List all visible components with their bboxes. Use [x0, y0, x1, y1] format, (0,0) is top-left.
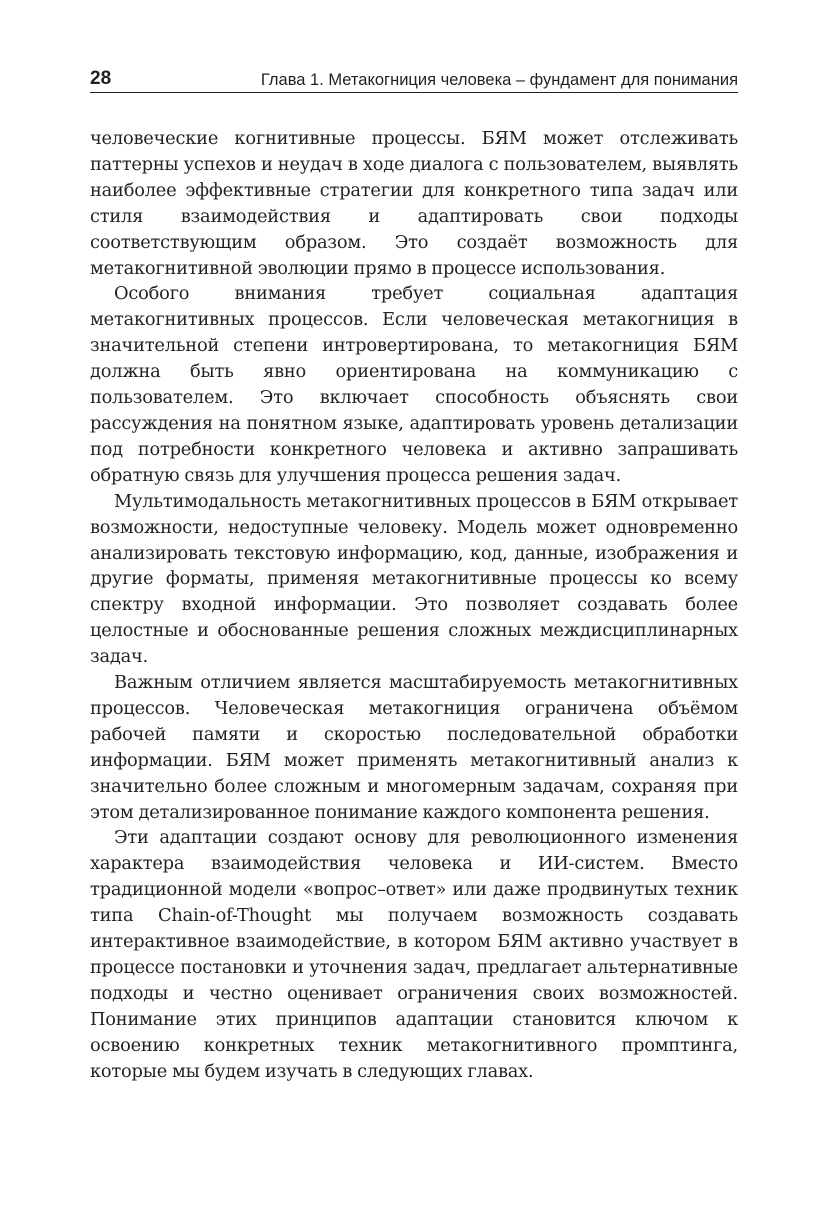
body-text: [90, 126, 738, 1085]
paragraph-social-adaptation: Особого внимания требует социальная адаптация метакогнитивных процессов. Если человеческая метакогниция в значительной степени интровертирована, то метакогниция БЯМ должна быть явно ориентирована на коммуникацию с пользователем. Это включает способность объяснять свои рассуждения на понятном языке, адаптировать уровень детализации под потребности конкретного человека и активно запрашивать обратную связь для улучшения процесса решения задач.: [90, 283, 738, 486]
paragraph-multimodality: Мультимодальность метакогнитивных процессов в БЯМ открывает возможности, недоступные человеку. Модель может одновременно анализировать текстовую информацию, код, данные, изображения и другие форматы, применяя метакогнитивные процессы ко всему спектру входной информации. Это позволяет создавать более целостные и обоснованные решения сложных междисциплинарных задач.: [90, 490, 738, 668]
chapter-title: Глава 1. Метакогниция человека – фундамент для понимания: [260, 71, 738, 89]
paragraph-scalability: Важным отличием является масштабируемость метакогнитивных процессов. Человеческая метакогниция ограничена объёмом рабочей памяти и скоростью последовательной обработки информации. БЯМ может применять метакогнитивный анализ к значительно более сложным и многомерным задачам, сохраняя при этом детализированное понимание каждого компонента решения.: [90, 672, 738, 823]
paragraph-continued: человеческие когнитивные процессы. БЯМ может отслеживать паттерны успехов и неудач в ходе диалога с пользователем, выявлять наиболее эффективные стратегии для конкретного типа задач или стиля взаимодействия и адаптировать свои подходы соответствующим образом. Это создаёт возможность для метакогнитивной эволюции прямо в процессе использования.: [90, 128, 738, 279]
running-header: [90, 66, 738, 93]
page-number: 28: [90, 68, 112, 89]
paragraph-adaptations-conclusion: Эти адаптации создают основу для революционного изменения характера взаимодействия человека и ИИ-систем. Вместо традиционной модели «вопрос–ответ» или даже продвинутых техник типа Chain-of-Thought мы получаем возможность создавать интерактивное взаимодействие, в котором БЯМ активно участвует в процессе постановки и уточнения задач, предлагает альтернативные подходы и честно оценивает ограничения своих возможностей. Понимание этих принципов адаптации становится ключом к освоению конкретных техник метакогнитивного промптинга, которые мы будем изучать в следующих главах.: [90, 827, 738, 1082]
